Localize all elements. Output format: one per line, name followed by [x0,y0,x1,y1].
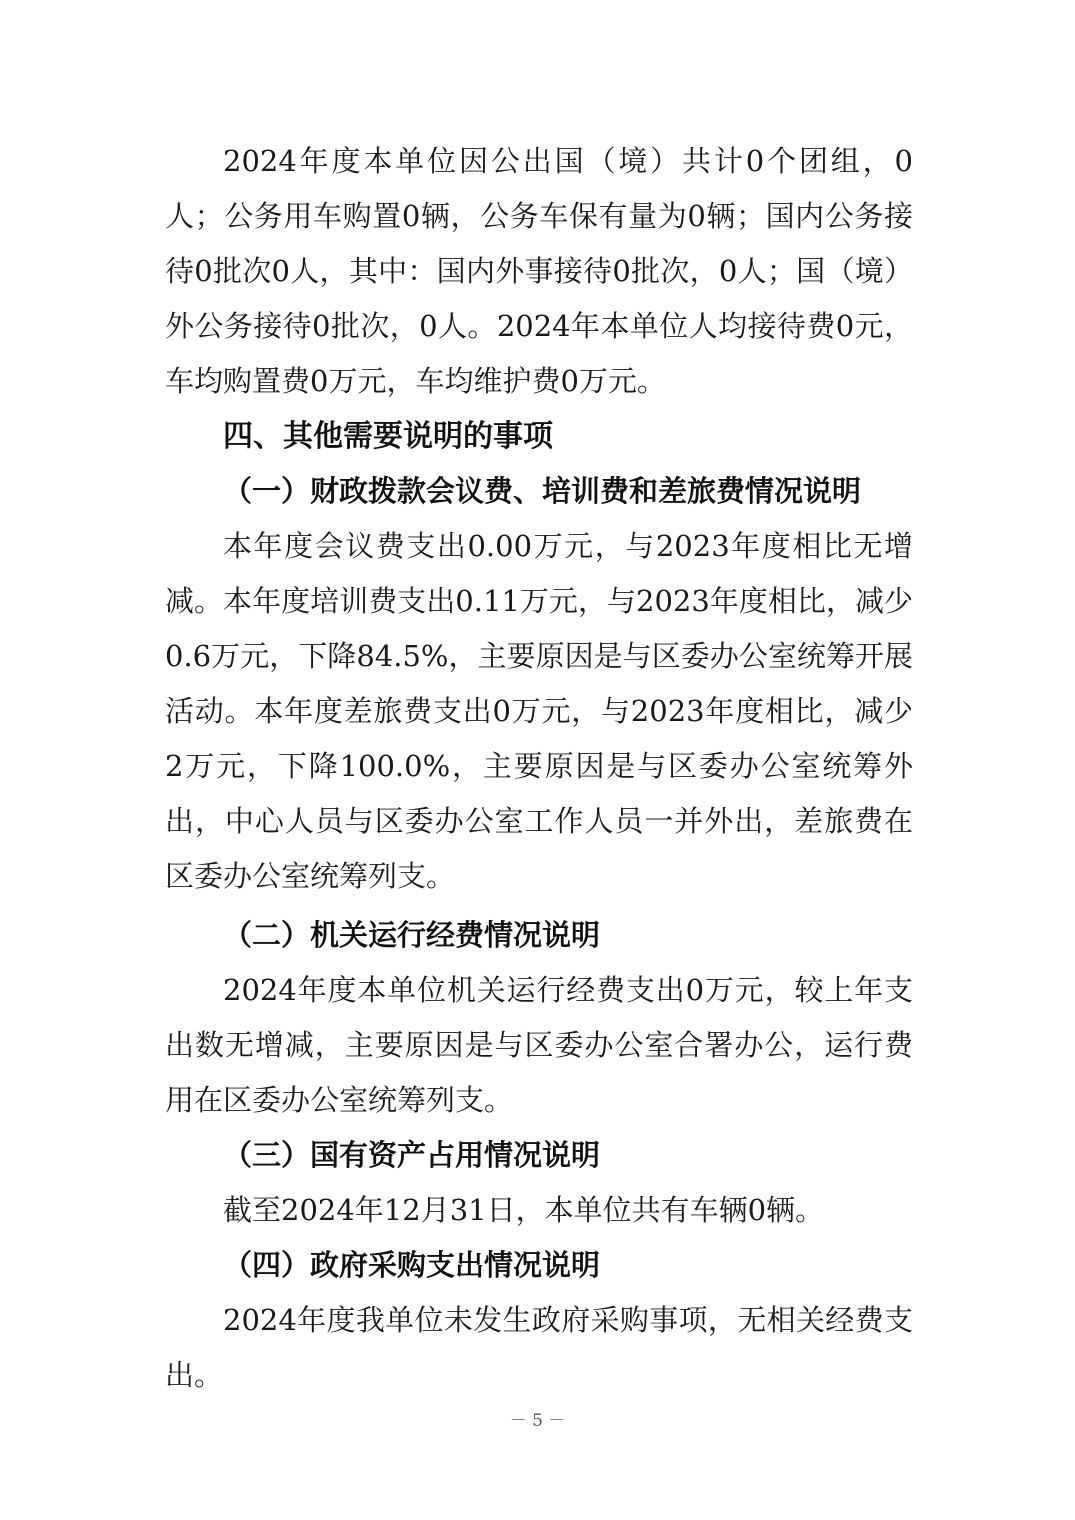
subsection-body-state-assets: 截至2024年12月31日，本单位共有车辆0辆。 [223,1193,825,1227]
subsection-heading-operating-expenses: （二）机关运行经费情况说明 [223,918,601,952]
subsection-body-meeting-training-travel: 本年度会议费支出0.00万元，与2023年度相比无增减。本年度培训费支出0.11万元，与2023年度相比，减少0.6万元，下降84.5%，主要原因是与区委办公室统筹开展活动。本年度差旅费支出0万元，与2023年度相比，减少2万元，下降100.0%，主要原因是与区委办公室统筹外出，中心人员与区委办公室工作人员一并外出，差旅费在区委办公室统筹列支。 [165,529,913,893]
subsection-heading-state-assets: （三）国有资产占用情况说明 [223,1138,601,1172]
document-body [165,134,913,1403]
intro-paragraph: 2024年度本单位因公出国（境）共计0个团组，0人；公务用车购置0辆，公务车保有量为0辆；国内公务接待0批次0人，其中：国内外事接待0批次，0人；国（境）外公务接待0批次，0人。2024年本单位人均接待费0元，车均购置费0万元，车均维护费0万元。 [165,144,913,398]
subsection-body-operating-expenses: 2024年度本单位机关运行经费支出0万元，较上年支出数无增减，主要原因是与区委办公室合署办公，运行费用在区委办公室统筹列支。 [165,973,913,1117]
page-number: － 5 － [509,1411,566,1431]
subsection-heading-government-procurement: （四）政府采购支出情况说明 [223,1248,601,1282]
subsection-body-government-procurement: 2024年度我单位未发生政府采购事项，无相关经费支出。 [165,1303,913,1392]
section-four-heading: 四、其他需要说明的事项 [223,419,553,454]
subsection-heading-meeting-training-travel: （一）财政拨款会议费、培训费和差旅费情况说明 [223,474,862,508]
